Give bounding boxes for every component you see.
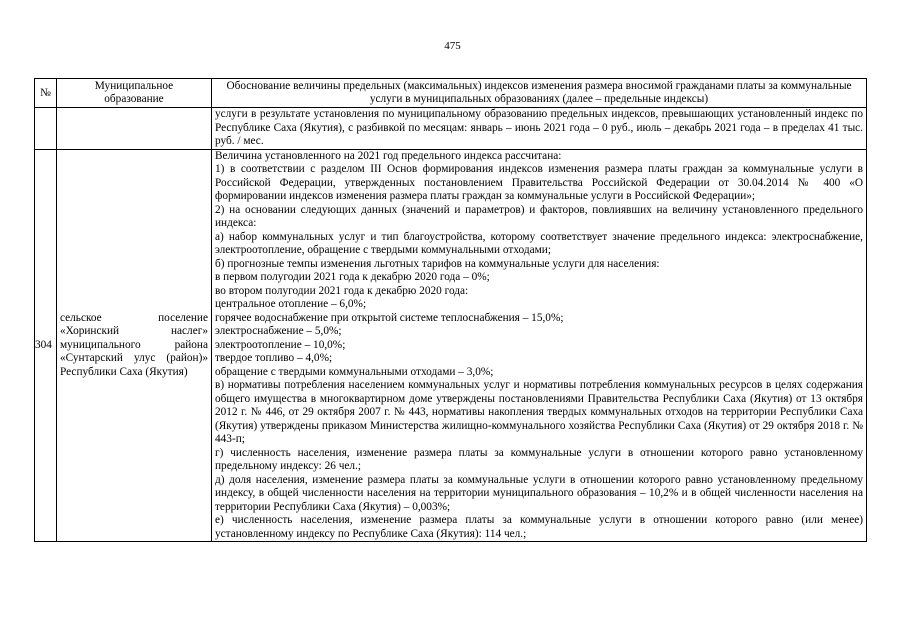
paragraph: б) прогнозные темпы изменения льготных тарифов на коммунальные услуги для населения: xyxy=(215,257,660,270)
continuation-row xyxy=(35,108,867,150)
paragraph: д) доля населения, изменение размера платы за коммунальные услуги в отношении которого равно установленному предельному индексу, в общей численности населения на территории муниципального образования – 10,2% и в общей численности населения на территории Республики Саха (Якутия) – 0,003%; xyxy=(215,473,863,513)
table-header-row xyxy=(35,79,867,108)
paragraph: г) численность населения, изменение размера платы за коммунальные услуги в отношении которого равно установленному предельному индексу: 26 чел.; xyxy=(215,446,863,472)
paragraph: обращение с твердыми коммунальными отходами – 3,0%; xyxy=(215,365,494,378)
continuation-municipality-cell xyxy=(57,108,212,150)
paragraph: горячее водоснабжение при открытой системе теплоснабжения – 15,0%; xyxy=(215,311,564,324)
paragraph: в первом полугодии 2021 года к декабрю 2020 года – 0%; xyxy=(215,271,490,283)
paragraph: 1) в соответствии с разделом III Основ формирования индексов изменения размера платы граждан за коммунальные услуги в Российской Федерации, утвержденных постановлением Правительства Российской Федерации от 30.04.2014 № 400 «О формировании индексов изменения размера платы граждан за коммунальные услуги в Российской Федерации»; xyxy=(215,163,863,202)
paragraph: электроотопление – 10,0%; xyxy=(215,338,346,351)
paragraph: электроснабжение – 5,0%; xyxy=(215,325,342,337)
header-number: № xyxy=(35,79,57,108)
paragraph: во втором полугодии 2021 года к декабрю 2020 года: xyxy=(215,284,469,297)
paragraph: 2) на основании следующих данных (значений и параметров) и факторов, повлиявших на величину установленного предельного индекса: xyxy=(215,203,863,229)
paragraph: в) нормативы потребления населением коммунальных услуг и нормативы потребления коммунальных ресурсов в целях содержания общего имущества в многоквартирном доме утверждены постановлениями Правительства Республики Саха (Якутия) от 13 октября 2012 г. № 446, от 29 октября 2007 г. № 443, нормативы накопления твердых коммунальных отходов на территории Республики Саха (Якутия) утверждены приказом Министерства жилищно-коммунального хозяйства Республики Саха (Якутия) от 29 октября 2018 г. № 443-п; xyxy=(215,379,863,445)
continuation-text: услуги в результате установления по муниципальному образованию предельных индексов, превышающих установленный индекс по Республике Саха (Якутия), с разбивкой по месяцам: январь – июнь 2021 года – 0 руб., июль – декабрь 2021 года – в пределах 41 тыс. руб. / мес. xyxy=(212,108,867,150)
row-number: 304 xyxy=(35,149,57,542)
header-justification: Обоснование величины предельных (максимальных) индексов изменения размера вносимой гражданами платы за коммунальные услуги в муниципальных образованиях (далее – предельные индексы) xyxy=(212,79,867,108)
row-municipality: сельское поселение «Хоринский наслег» муниципального района «Сунтарский улус (район)» Республики Саха (Якутия) xyxy=(57,149,212,542)
continuation-number-cell xyxy=(35,108,57,150)
paragraph: а) набор коммунальных услуг и тип благоустройства, которому соответствует значение предельного индекса: электроснабжение, электроотопление, обращение с твердыми коммунальными отходами; xyxy=(215,230,863,256)
paragraph: твердое топливо – 4,0%; xyxy=(215,352,333,364)
row-justification xyxy=(212,149,867,542)
paragraph: центральное отопление – 6,0%; xyxy=(215,298,367,310)
paragraph: е) численность населения, изменение размера платы за коммунальные услуги в отношении которого равно (или менее) установленному индексу по Республике Саха (Якутия): 114 чел.; xyxy=(215,514,863,540)
page-number: 475 xyxy=(444,40,461,52)
indices-table xyxy=(34,78,867,542)
table-row xyxy=(35,149,867,542)
paragraph: Величина установленного на 2021 год предельного индекса рассчитана: xyxy=(215,149,562,162)
header-municipality: Муниципальное образование xyxy=(57,79,212,108)
